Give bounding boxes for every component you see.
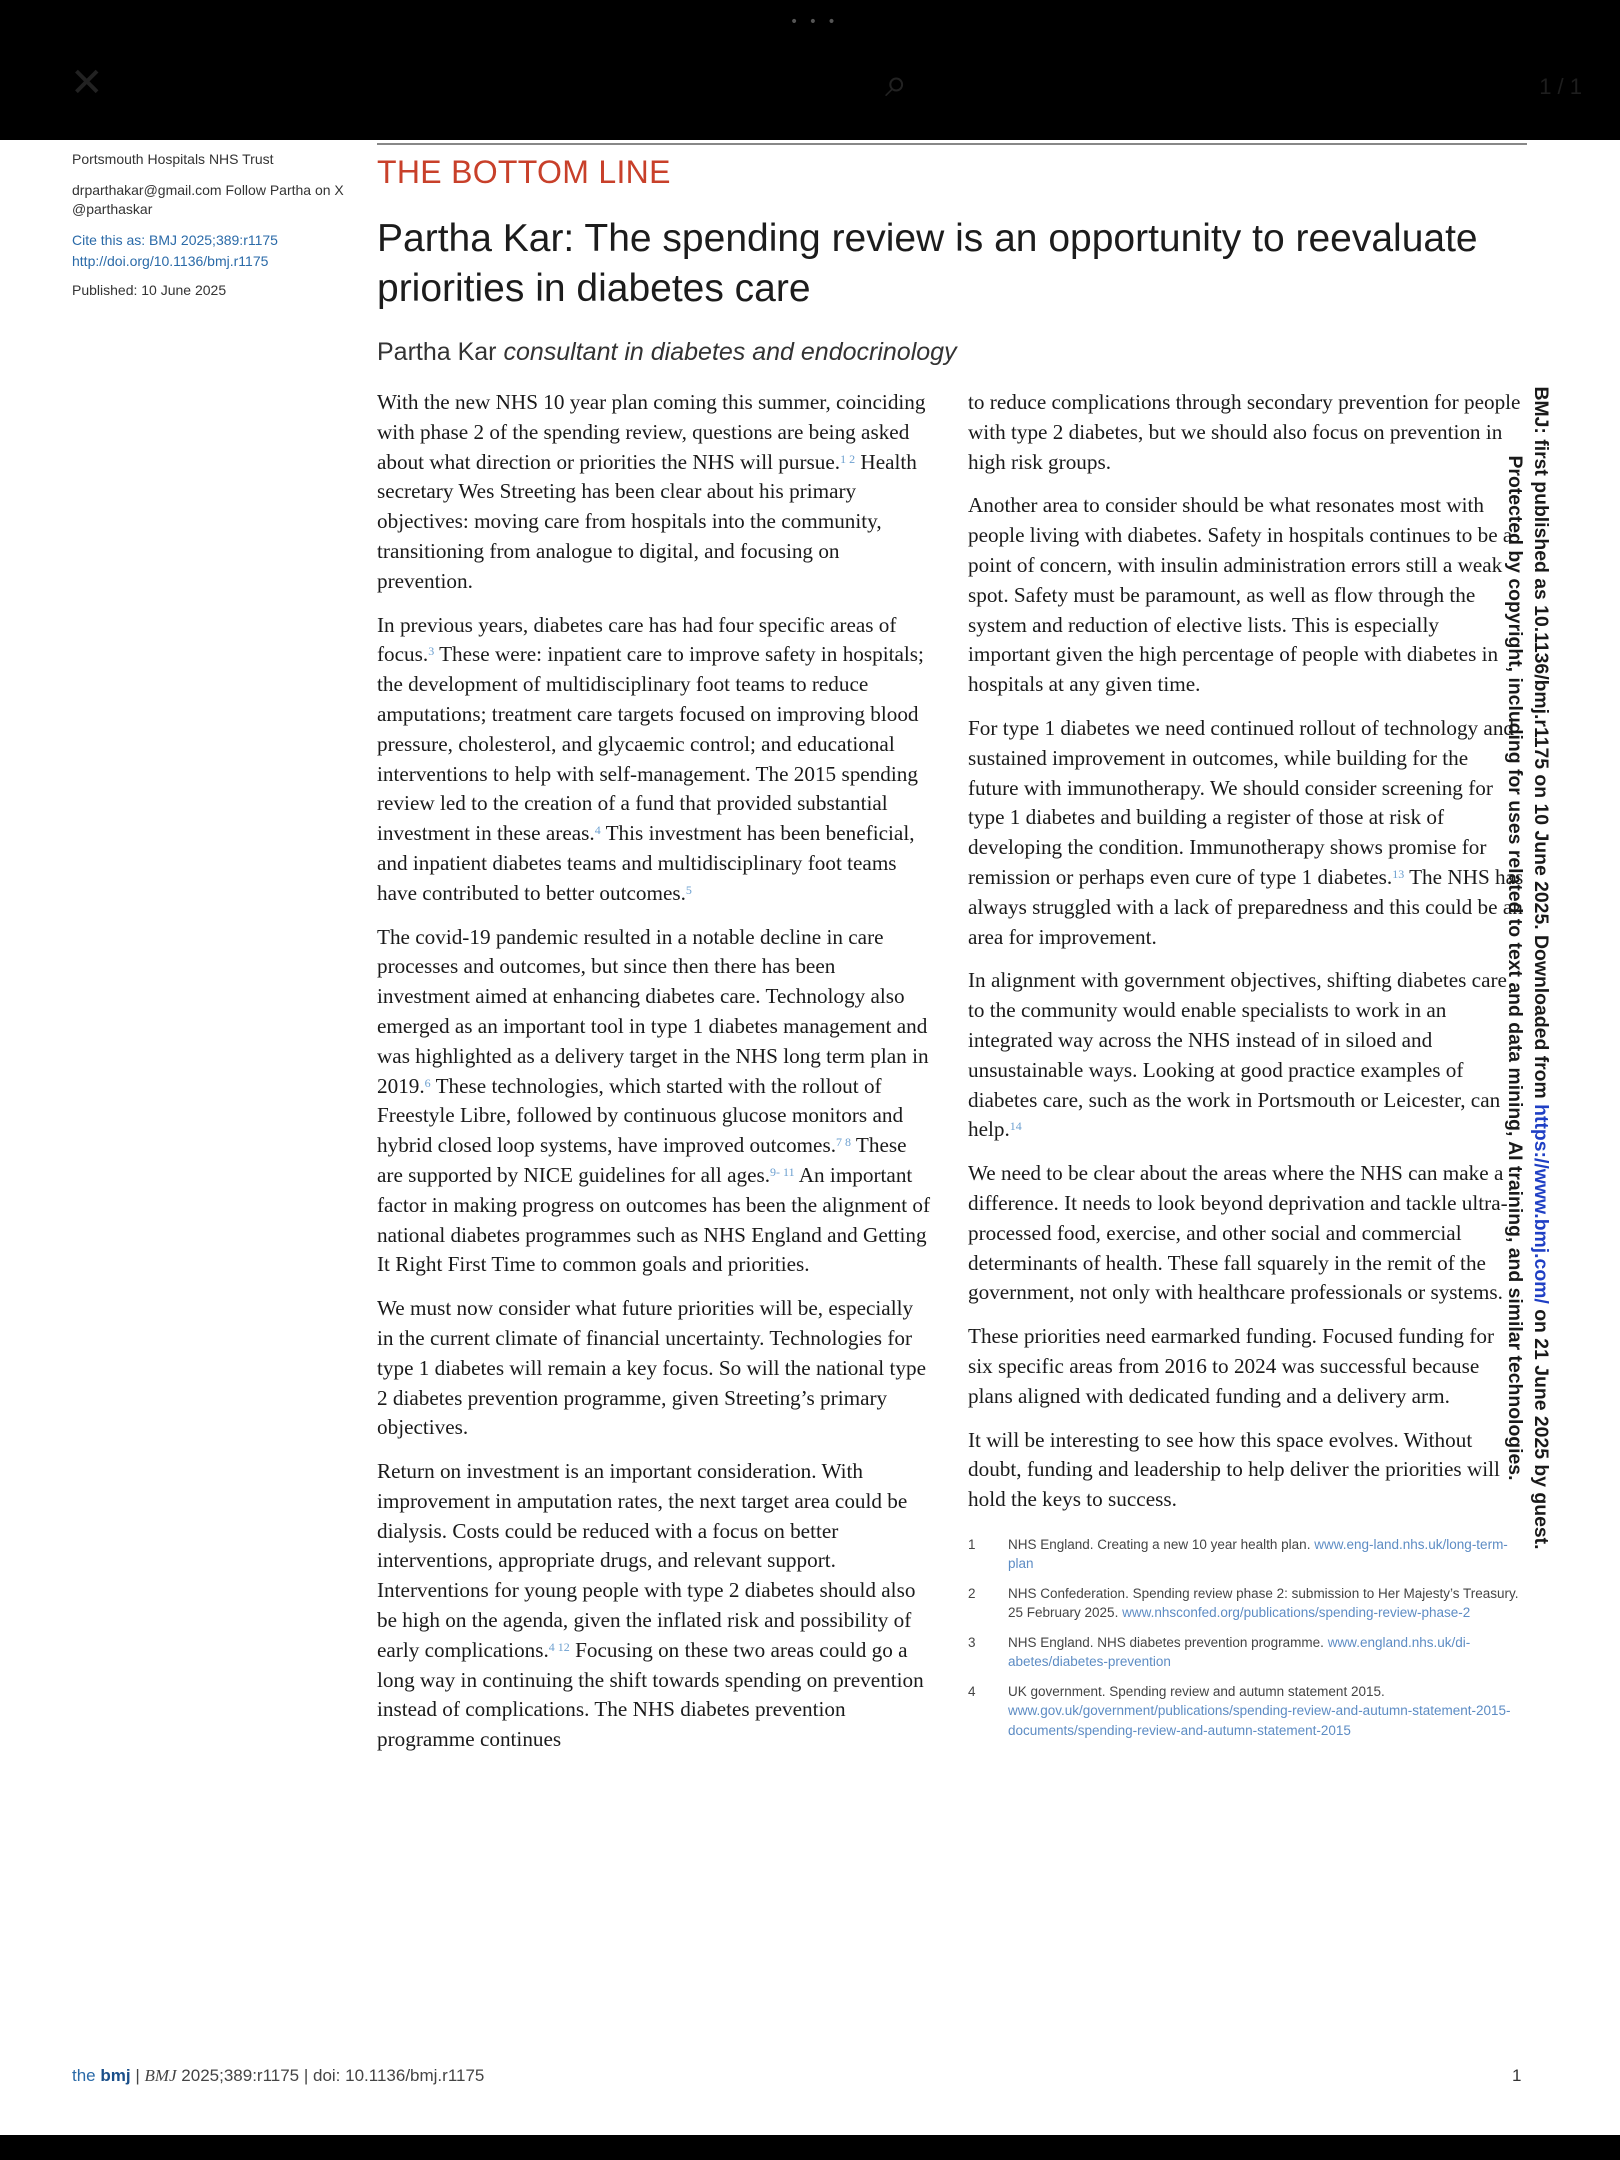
paragraph-text: For type 1 diabetes we need continued rollout of technology and sustained improvement in outcomes, while building for the future with immunotherapy. We should consider screening for type 1 diabetes and building a register of those at risk of developing the condition. Immunotherapy shows promise for remission or perhaps even cure of type 1 diabetes. — [968, 715, 1515, 889]
body-paragraph — [377, 1457, 933, 1755]
body-paragraph — [968, 1426, 1524, 1515]
body-paragraph — [968, 966, 1524, 1145]
reference-text: NHS England. Creating a new 10 year health plan. — [1008, 1536, 1311, 1552]
body-paragraph — [377, 611, 933, 909]
reference-number: 1 — [968, 1536, 976, 1552]
reference-item — [968, 1633, 1524, 1672]
close-icon[interactable]: ✕ — [70, 60, 104, 106]
author-affiliation: Portsmouth Hospitals NHS Trust — [72, 151, 274, 167]
paragraph-text: We must now consider what future priorities will be, especially in the current climate of financial uncertainty. Technologies for type 1 diabetes will remain a key focus. So will the national type 2 diabetes prevention programme, given Streeting’s primary objectives. — [377, 1296, 926, 1440]
citation-superscript[interactable]: 13 — [1392, 866, 1405, 881]
footer-citation: 2025;389:r1175 | doi: 10.1136/bmj.r1175 — [176, 2066, 485, 2085]
download-notice-end: on 21 June 2025 by guest. — [1530, 1303, 1552, 1550]
paragraph-text: With the new NHS 10 year plan coming this summer, coinciding with phase 2 of the spending review, questions are being asked about what direction or priorities the NHS will pursue. — [377, 390, 926, 474]
cite-this-as[interactable]: Cite this as: BMJ 2025;389:r1175 — [72, 232, 278, 248]
citation-superscript[interactable]: 6 — [424, 1075, 431, 1090]
footer-separator: | — [130, 2066, 145, 2085]
paragraph-text: to reduce complications through secondary prevention for people with type 2 diabetes, but we should also focus on prevention in high risk groups. — [968, 390, 1521, 474]
reference-number: 3 — [968, 1634, 976, 1650]
reference-body — [1008, 1633, 1524, 1672]
reference-item — [968, 1535, 1524, 1574]
copyright-notice — [1502, 283, 1554, 1653]
author-name: Partha Kar — [377, 338, 497, 366]
paragraph-text: Health secretary Wes Streeting has been clear about his primary objectives: moving care from hospitals into the community, transitioning from analogue to digital, and focusing on prevention. — [377, 449, 917, 593]
paragraph-text: The NHS has always struggled with a lack of preparedness and this could be an area for improvement. — [968, 864, 1524, 949]
author-role: consultant in diabetes and endocrinology — [503, 338, 957, 366]
logo-the: the — [72, 2066, 101, 2085]
paragraph-text: These technologies, which started with the rollout of Freestyle Libre, followed by continuous glucose monitors and hybrid closed loop systems, have improved outcomes. — [377, 1073, 904, 1158]
body-paragraph — [968, 388, 1524, 477]
copyright-line: Protected by copyright, including for uses related to text and data mining, AI training, and similar technologies. — [1504, 455, 1526, 1481]
paragraph-text: The covid-19 pandemic resulted in a notable decline in care processes and outcomes, but since then there has been investment aimed at enhancing diabetes care. Technology also emerged as an important tool in type 1 diabetes management and was highlighted as a delivery target in the NHS long term plan in 2019. — [377, 924, 929, 1098]
header-rule — [377, 143, 1527, 145]
page-footer — [72, 2066, 484, 2086]
paragraph-text: Return on investment is an important consideration. With improvement in amputation rates, the next target area could be dialysis. Costs could be reduced with a focus on better interventions, appropriate drugs, and relevant support. Interventions for young people with type 2 diabetes should also be high on the agenda, given the inflated risk and possibility of early complications. — [377, 1459, 916, 1662]
download-notice-start: BMJ: first published as 10.1136/bmj.r1175 on 10 June 2025. Downloaded from — [1530, 386, 1552, 1105]
more-options-dots[interactable]: • • • — [790, 14, 839, 30]
reference-link[interactable]: www.gov.uk/government/publications/spending-review-and-autumn-statement-2015-documents/spending-review-and-autumn-statement-2015 — [1008, 1703, 1511, 1738]
citation-superscript[interactable]: 7 8 — [836, 1135, 851, 1150]
doi-link[interactable]: http://doi.org/10.1136/bmj.r1175 — [72, 253, 269, 269]
body-paragraph — [377, 1294, 933, 1443]
paragraph-text: In previous years, diabetes care has had four specific areas of focus. — [377, 612, 897, 667]
paragraph-text: An important factor in making progress on outcomes has been the alignment of national diabetes programmes such as NHS England and Getting It Right First Time to common goals and priorities. — [377, 1162, 931, 1277]
reference-link[interactable]: www.eng-land.nhs.uk/long-term-plan — [1008, 1536, 1508, 1572]
paragraph-text: This investment has been beneficial, and inpatient diabetes teams and multidisciplinary foot teams have contributed to better outcomes. — [377, 821, 915, 905]
reference-text: NHS Confederation. Spending review phase 2: submission to Her Majesty’s Treasury. 25 February 2025. — [1008, 1585, 1519, 1621]
reference-number: 2 — [968, 1585, 976, 1601]
download-notice — [1528, 283, 1554, 1653]
logo-bmj: bmj — [100, 2066, 131, 2085]
citation-superscript[interactable]: 5 — [685, 882, 692, 897]
paragraph-text: These are supported by NICE guidelines for all ages. — [377, 1133, 907, 1187]
paragraph-text: These were: inpatient care to improve safety in hospitals; the development of multidisciplinary foot teams to reduce amputations; treatment care targets focused on improving blood pressure, cholesterol, and glycaemic control; and educational interventions to help with self-management. The 2015 spending review led to the creation of a fund that provided substantial investment in these areas. — [377, 642, 924, 846]
viewer-bottom-bar — [0, 2135, 1620, 2160]
reference-item — [968, 1682, 1524, 1741]
body-paragraph — [377, 388, 933, 597]
reference-item — [968, 1584, 1524, 1623]
body-paragraph — [968, 491, 1524, 700]
column-2-body — [968, 388, 1524, 1515]
byline — [377, 338, 957, 367]
paragraph-text: These priorities need earmarked funding. Focused funding for six specific areas from 2016 to 2024 was successful because plans aligned with dedicated funding and a delivery arm. — [968, 1324, 1494, 1408]
citation-superscript[interactable]: 4 — [594, 823, 601, 838]
citation-superscript[interactable]: 14 — [1009, 1119, 1022, 1134]
body-paragraph — [968, 714, 1524, 952]
references-list — [968, 1535, 1524, 1741]
paragraph-text: It will be interesting to see how this space evolves. Without doubt, funding and leadership to help deliver the priorities will hold the keys to success. — [968, 1427, 1500, 1512]
reference-link[interactable]: www.england.nhs.uk/di-abetes/diabetes-prevention — [1008, 1634, 1471, 1670]
paragraph-text: We need to be clear about the areas where the NHS can make a difference. It needs to look beyond deprivation and tackle ultra-processed food, exercise, and other social and commercial determinants of health. These fall squarely in the remit of the government, not only with healthcare professionals or systems. — [968, 1161, 1508, 1305]
body-paragraph — [968, 1159, 1524, 1308]
search-icon[interactable]: ⌕ — [885, 60, 908, 106]
reference-body — [1008, 1535, 1524, 1574]
author-contact[interactable]: drparthakar@gmail.com Follow Partha on X @parthaskar — [72, 182, 344, 217]
reference-number: 4 — [968, 1683, 976, 1699]
citation-superscript[interactable]: 1 2 — [840, 451, 856, 466]
reference-text: UK government. Spending review and autumn statement 2015. — [1008, 1683, 1385, 1699]
journal-name: BMJ — [144, 2066, 177, 2085]
reference-body — [1008, 1682, 1524, 1741]
page-indicator: 1 / 1 — [1539, 74, 1582, 99]
body-paragraph — [968, 1322, 1524, 1411]
bmj-logo — [72, 2066, 131, 2085]
paragraph-text: Another area to consider should be what resonates most with people living with diabetes. Safety in hospitals continues to be a point of concern, with insulin administration errors still a weak spot. Safety must be paramount, as well as flow through the system and reduction of elective lists. This is especially important given the high percentage of people with diabetes in hospitals at any given time. — [968, 493, 1513, 697]
reference-text: NHS England. NHS diabetes prevention programme. — [1008, 1634, 1324, 1650]
article-sidebar — [72, 150, 362, 312]
article-column-2 — [968, 388, 1524, 1750]
bmj-url-link[interactable]: https://www.bmj.com/ — [1530, 1104, 1552, 1304]
reference-link[interactable]: www.nhsconfed.org/publications/spending-review-phase-2 — [1122, 1605, 1471, 1621]
article-title: Partha Kar: The spending review is an opportunity to reevaluate priorities in diabetes care — [377, 217, 1478, 310]
published-date: Published: 10 June 2025 — [72, 282, 227, 298]
reference-body — [1008, 1584, 1524, 1623]
article-column-1 — [377, 388, 933, 1769]
viewer-top-bar — [0, 0, 1620, 140]
section-label: THE BOTTOM LINE — [377, 154, 671, 190]
body-paragraph — [377, 923, 933, 1281]
citation-superscript[interactable]: 9- 11 — [770, 1164, 795, 1179]
page-number: 1 — [1512, 2066, 1522, 2085]
paragraph-text: In alignment with government objectives, shifting diabetes care to the community would enable specialists to work in an integrated way across the NHS instead of in siloed and unsustainable ways. Looking at good practice examples of diabetes care, such as the work in Portsmouth or Leicester, can help. — [968, 968, 1507, 1142]
citation-superscript[interactable]: 4 12 — [548, 1639, 570, 1654]
citation-superscript[interactable]: 3 — [428, 644, 435, 659]
paragraph-text: Focusing on these two areas could go a long way in continuing the shift towards spending on prevention instead of complications. The NHS diabetes prevention programme continues — [377, 1637, 924, 1752]
